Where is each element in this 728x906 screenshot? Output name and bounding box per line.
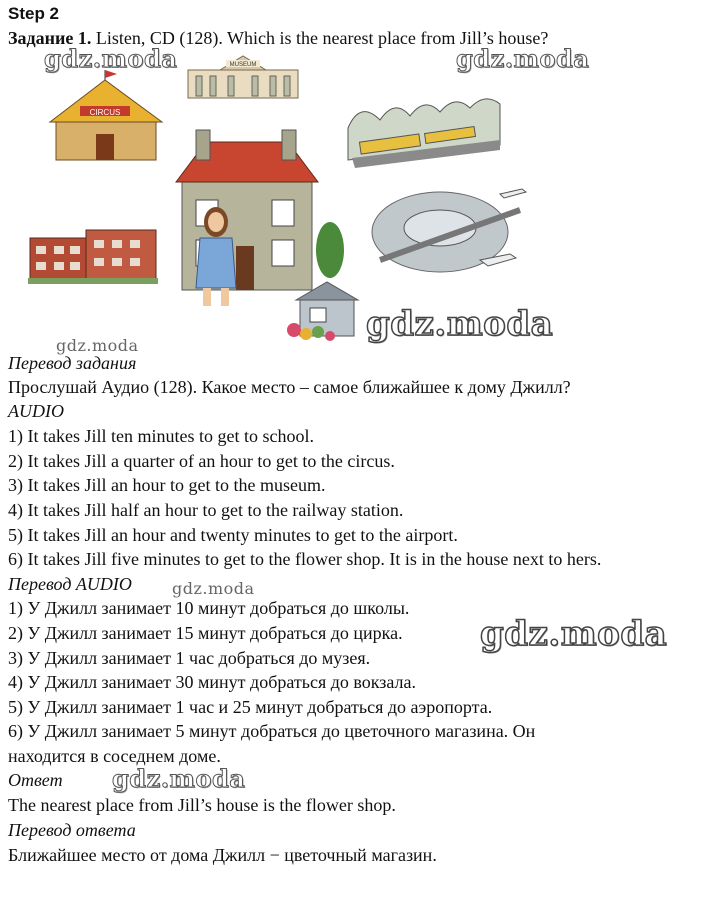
task-label: Задание 1. xyxy=(8,28,92,48)
audio-line: 6) It takes Jill five minutes to get to the flower shop. It is in the house next to hers. xyxy=(8,549,602,569)
audio-translation-line: 4) У Джилл занимает 30 минут добраться до вокзала. xyxy=(8,672,417,692)
audio-translation-line: 2) У Джилл занимает 15 минут добраться до цирка. xyxy=(8,623,403,643)
task-translation-heading: Перевод задания xyxy=(8,353,137,373)
places-illustration xyxy=(0,50,728,350)
audio-line: 2) It takes Jill a quarter of an hour to get to the circus. xyxy=(8,451,395,471)
step-heading: Step 2 xyxy=(8,4,60,23)
audio-translation-line: 1) У Джилл занимает 10 минут добраться до школы. xyxy=(8,598,410,618)
railway-station-picture xyxy=(348,99,500,168)
task-text: Listen, CD (128). Which is the nearest place from Jill’s house? xyxy=(95,28,549,48)
audio-line: 1) It takes Jill ten minutes to get to school. xyxy=(8,426,314,446)
audio-translation-line: 6) У Джилл занимает 5 минут добраться до цветочного магазина. Он xyxy=(8,721,536,741)
answer-translation-text: Ближайшее место от дома Джилл − цветочный магазин. xyxy=(8,845,437,865)
audio-translation-line: 3) У Джилл занимает 1 час добраться до музея. xyxy=(8,648,371,668)
audio-translation-line: находится в соседнем доме. xyxy=(8,746,221,766)
watermark: gdz.moda xyxy=(366,304,554,344)
airport-picture xyxy=(372,189,526,272)
answer-text: The nearest place from Jill’s house is the flower shop. xyxy=(8,795,396,815)
school-picture xyxy=(28,230,158,284)
watermark: gdz.moda xyxy=(456,44,590,73)
museum-picture xyxy=(188,56,298,98)
audio-line: 3) It takes Jill an hour to get to the museum. xyxy=(8,475,326,495)
audio-translation-line: 5) У Джилл занимает 1 час и 25 минут добраться до аэропорта. xyxy=(8,697,493,717)
watermark: gdz.moda xyxy=(480,614,668,654)
answer-translation-heading: Перевод ответа xyxy=(8,820,136,840)
circus-sign: CIRCUS xyxy=(89,108,121,117)
audio-heading: AUDIO xyxy=(8,401,64,421)
audio-line: 4) It takes Jill half an hour to get to the railway station. xyxy=(8,500,404,520)
museum-sign: MUSEUM xyxy=(229,62,257,68)
flower-shop-picture xyxy=(287,282,358,341)
task-translation-text: Прослушай Аудио (128). Какое место – самое ближайшее к дому Джилл? xyxy=(8,377,571,397)
watermark: gdz.moda xyxy=(172,579,255,598)
audio-translation-heading: Перевод AUDIO xyxy=(8,574,132,594)
circus-picture xyxy=(50,70,162,160)
watermark: gdz.moda xyxy=(112,764,246,793)
audio-line: 5) It takes Jill an hour and twenty minutes to get to the airport. xyxy=(8,525,458,545)
watermark: gdz.moda xyxy=(44,44,178,73)
answer-heading: Ответ xyxy=(8,770,63,790)
watermark: gdz.moda xyxy=(56,336,139,355)
